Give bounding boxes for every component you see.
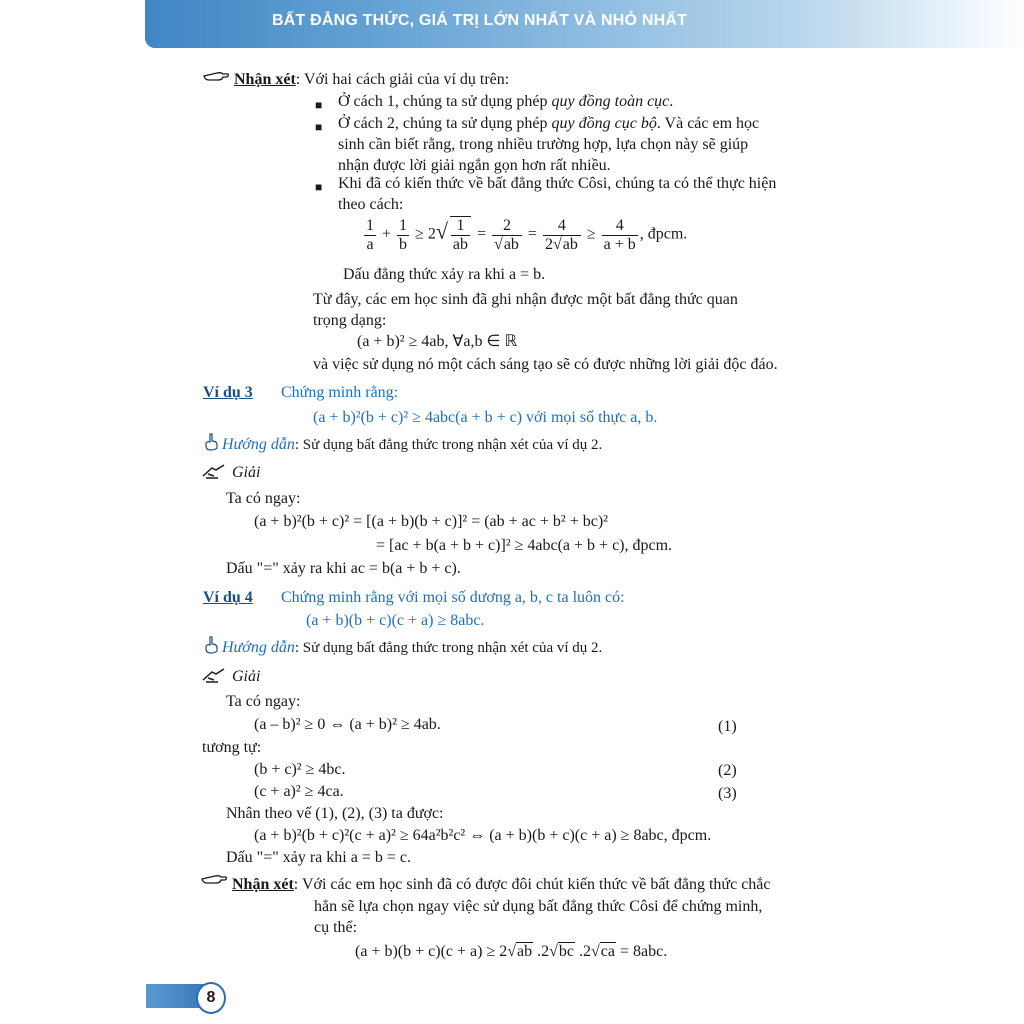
remark1-bullet3-line1: Khi đã có kiến thức về bất đẳng thức Côsi, chúng ta có thể thực hiện [338,175,777,192]
hint-hand-icon [203,636,219,654]
example4-statement: (a + b)(b + c)(c + a) ≥ 8abc. [306,612,485,629]
remark1-bullet2-line1: Ở cách 2, chúng ta sử dụng phép quy đồng cục bộ. Và các em học [338,115,760,132]
remark1-heading [234,70,509,90]
example4-solution-label: Giải [232,668,261,685]
remark2-label: Nhận xét [232,876,294,893]
equation-tag-1: (1) [718,718,737,735]
hint-hand-icon [203,433,219,451]
example3-hint: Hướng dẫn: Sử dụng bất đẳng thức trong nhận xét của ví dụ 2. [222,436,603,453]
example3-solution-label: Giải [232,464,261,481]
remark1-intro: : Với hai cách giải của ví dụ trên: [295,71,510,88]
page-header-title: BẤT ĐẲNG THỨC, GIÁ TRỊ LỚN NHẤT VÀ NHỎ NHẤT [272,12,688,29]
example3-sol-line1: Ta có ngay: [226,490,301,507]
remark1-bullet2-line3: nhận được lời giải ngắn gọn hơn rất nhiều. [338,157,611,174]
example4-hint: Hướng dẫn: Sử dụng bất đẳng thức trong nhận xét của ví dụ 2. [222,639,603,656]
remark1-equality: Dấu đẳng thức xảy ra khi a = b. [343,266,546,283]
equation-tag-3: (3) [718,785,737,802]
writing-hand-icon [202,668,226,684]
example3-statement: (a + b)²(b + c)² ≥ 4abc(a + b + c) với mọi số thực a, b. [313,409,658,426]
example4-sol-line8: Dấu "=" xảy ra khi a = b = c. [226,849,411,866]
remark1-para-line1: Từ đây, các em học sinh đã ghi nhận được một bất đẳng thức quan [313,291,738,308]
pointing-hand-icon [201,873,227,885]
example3-prompt: Chứng minh rằng: [281,384,399,401]
equation-tag-2: (2) [718,762,737,779]
cauchy-formula: $\frac{1}{a}$ + $\frac{1}{b}$ ≥ 2√ $\frac{1}{ab}$ = $\frac{2}{√ab}$ = $\frac{4}{2√ab}$ ≥ $\frac{4}{a + b}$ , đpcm. [366,216,688,253]
page-number: 8 [196,982,226,1014]
example4-sol-line1: Ta có ngay: [226,693,301,710]
example4-label: Ví dụ 4 [203,589,253,606]
writing-hand-icon [202,464,226,480]
example4-sol-line4: (b + c)² ≥ 4bc. [254,761,346,778]
remark1-bullet3-line2: theo cách: [338,196,404,213]
remark2-line1: : Với các em học sinh đã có được đôi chút kiến thức về bất đẳng thức chắc [293,876,771,893]
pointing-hand-icon [203,70,229,82]
example4-sol-line3: tương tự: [202,739,262,756]
example3-sol-line4: Dấu "=" xảy ra khi ac = b(a + b + c). [226,560,461,577]
remark1-para-line2: trọng dạng: [313,312,387,329]
hint-label: Hướng dẫn [222,639,295,656]
remark2-line2: hẳn sẽ lựa chọn ngay việc sử dụng bất đẳng thức Côsi để chứng minh, [314,898,763,915]
example4-prompt: Chứng minh rằng với mọi số dương a, b, c ta luôn có: [281,589,625,606]
hint-label: Hướng dẫn [222,436,295,453]
example3-sol-line3: = [ac + b(a + b + c)]² ≥ 4abc(a + b + c), đpcm. [376,537,673,554]
example3-sol-line2: (a + b)²(b + c)² = [(a + b)(b + c)]² = (ab + ac + b² + bc)² [254,513,608,530]
example4-sol-line6: Nhân theo vế (1), (2), (3) ta được: [226,805,444,822]
bullet-marker: ■ [315,180,323,194]
example4-sol-line2: (a – b)² ≥ 0 ⇔ (a + b)² ≥ 4ab. [254,716,441,733]
example4-sol-line5: (c + a)² ≥ 4ca. [254,783,344,800]
remark2-formula: (a + b)(b + c)(c + a) ≥ 2√ab .2√bc .2√ca = 8abc. [355,943,668,960]
example4-sol-line7: (a + b)²(b + c)²(c + a)² ≥ 64a²b²c² ⇔ (a + b)(b + c)(c + a) ≥ 8abc, đpcm. [254,827,712,844]
bullet-marker: ■ [315,120,323,134]
remark1-para-line3: và việc sử dụng nó một cách sáng tạo sẽ có được những lời giải độc đáo. [313,356,778,373]
remark2-line3: cụ thể: [314,919,358,936]
remark2-heading [232,875,771,895]
bullet-marker: ■ [315,98,323,112]
remark1-inequality: (a + b)² ≥ 4ab, ∀a,b ∈ ℝ [357,333,518,350]
remark1-bullet1: Ở cách 1, chúng ta sử dụng phép quy đồng toàn cục. [338,93,674,110]
remark1-label: Nhận xét [234,71,296,88]
remark1-bullet2-line2: sinh cần biết rằng, trong nhiều trường hợp, lựa chọn này sẽ giúp [338,136,749,153]
example3-label: Ví dụ 3 [203,384,253,401]
